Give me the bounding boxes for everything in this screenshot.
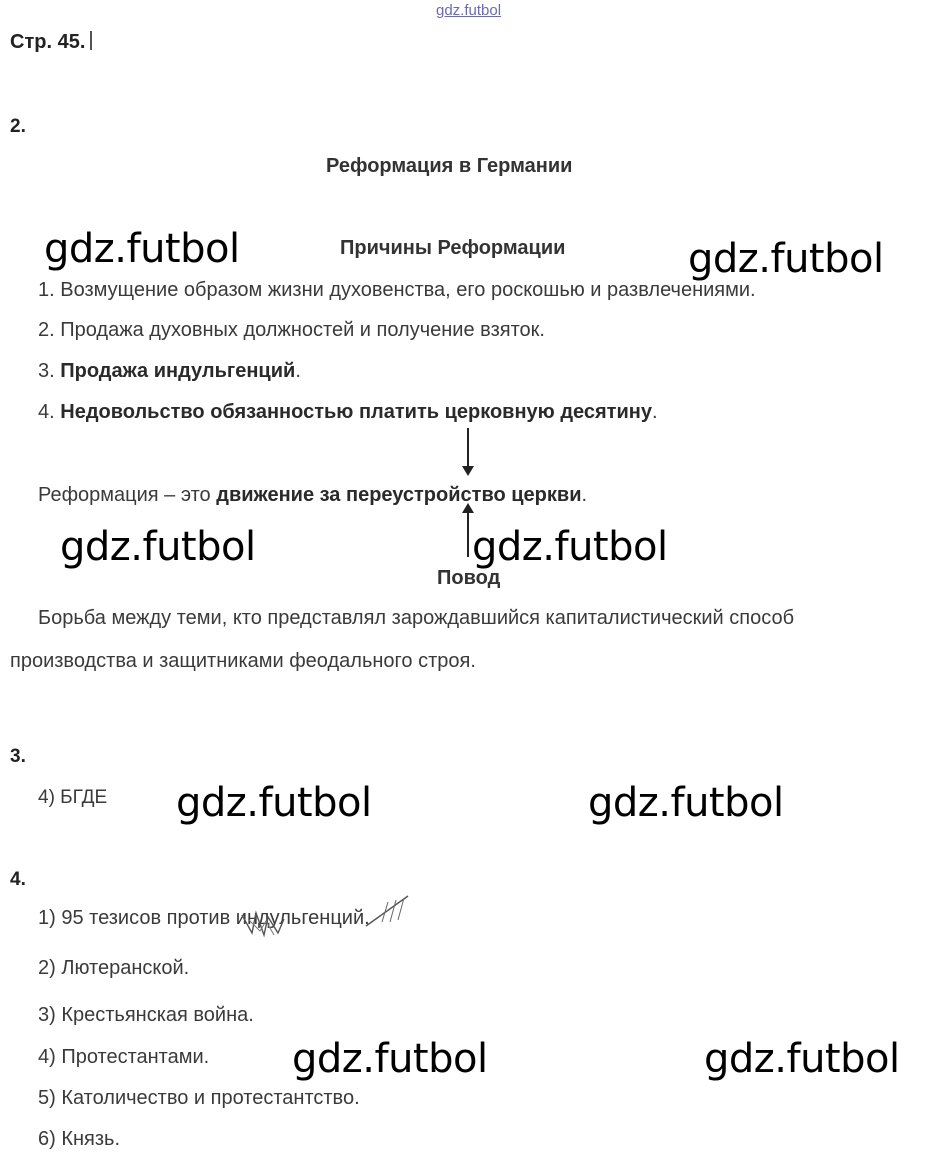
text-cursor: [90, 31, 92, 50]
q4-answer-2: 2) Лютеранской.: [38, 957, 190, 979]
cause-4-num: 4.: [38, 401, 55, 423]
cause-2-num: 2.: [38, 319, 55, 341]
question-3-number: 3.: [10, 746, 26, 767]
watermark: gdz.futbol: [60, 524, 256, 570]
page-header-text: Стр. 45.: [10, 31, 86, 53]
question-4-number: 4.: [10, 869, 26, 890]
reason-line-2: производства и защитниками феодального строя.: [10, 650, 476, 672]
q4-answer-5: 5) Католичество и протестантство.: [38, 1087, 360, 1109]
q4-answer-6: 6) Князь.: [38, 1128, 121, 1150]
cause-1-num: 1.: [38, 279, 55, 301]
cause-4-end: .: [651, 401, 658, 423]
cause-3-bold: Продажа индульгенций: [60, 360, 296, 382]
definition-end: .: [581, 484, 588, 506]
cause-3: [38, 360, 301, 383]
q4-answer-1: 1) 95 тезисов против индульгенций.: [38, 907, 370, 929]
cause-3-end: .: [295, 360, 301, 382]
q4-answer-4: 4) Протестантами.: [38, 1046, 210, 1068]
reason-line-1: Борьба между теми, кто представлял зарождавшийся капиталистический способ: [38, 607, 795, 629]
causes-title: Причины Реформации: [340, 237, 566, 259]
reason-title: Повод: [437, 567, 501, 589]
definition-bold: движение за переустройство церкви: [216, 484, 582, 506]
cause-2: [38, 319, 545, 342]
watermark: gdz.futbol: [176, 780, 372, 826]
cause-1: [38, 279, 756, 302]
cause-1-text: Возмущение образом жизни духовенства, его роскошью и развлечениями.: [60, 279, 756, 301]
question-3-answer: 4) БГДЕ: [38, 787, 108, 808]
scribble-mark-2-icon: [364, 892, 414, 932]
q4-answer-3: 3) Крестьянская война.: [38, 1004, 254, 1026]
watermark-top-link[interactable]: gdz.futbol: [436, 2, 502, 19]
watermark: gdz.futbol: [44, 226, 240, 272]
watermark: gdz.futbol: [688, 236, 884, 282]
section-title: Реформация в Германии: [326, 155, 573, 177]
cause-4-bold: Недовольство обязанностью платить церковную десятину: [60, 401, 652, 423]
cause-4: [38, 401, 658, 424]
watermark: gdz.futbol: [588, 780, 784, 826]
watermark: gdz.futbol: [472, 524, 668, 570]
arrow-up-icon: [467, 511, 469, 557]
question-2-number: 2.: [10, 116, 26, 137]
cause-3-num: 3.: [38, 360, 55, 382]
watermark: gdz.futbol: [292, 1036, 488, 1082]
watermark: gdz.futbol: [704, 1036, 900, 1082]
cause-2-text: Продажа духовных должностей и получение взяток.: [60, 319, 545, 341]
page-header: [10, 31, 92, 54]
reformation-definition: [38, 484, 587, 507]
scribble-mark-icon: [238, 905, 298, 939]
arrow-down-icon: [467, 428, 469, 474]
definition-prefix: Реформация – это: [38, 484, 211, 506]
